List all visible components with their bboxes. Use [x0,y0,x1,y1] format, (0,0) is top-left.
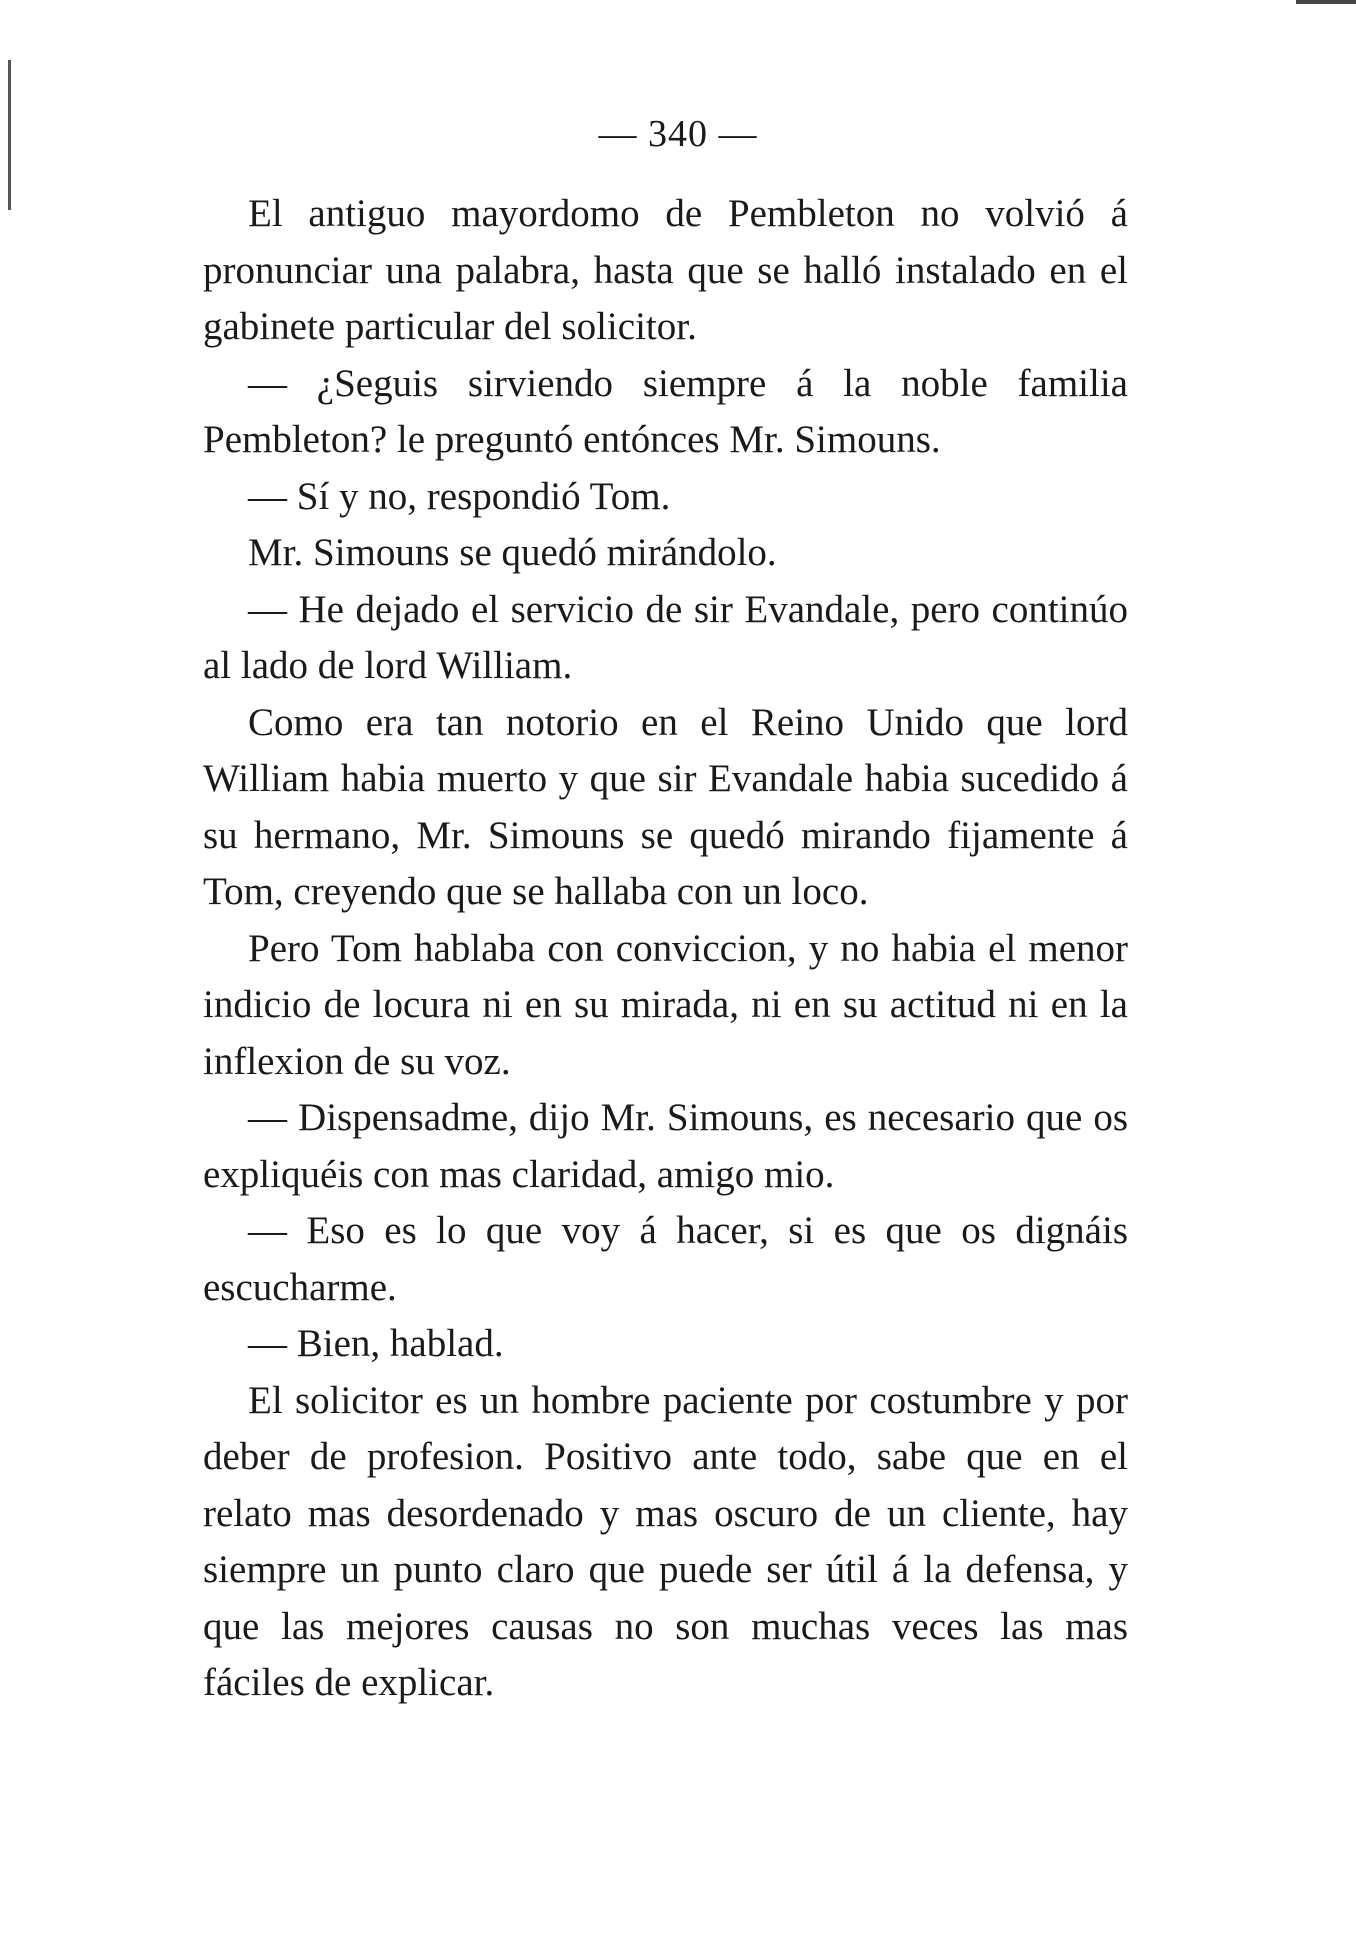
paragraph: — Dispensadme, dijo Mr. Simouns, es necesario que os expliquéis con mas claridad, amigo mio. [203,1096,1128,1196]
paragraph: — He dejado el servicio de sir Evandale, pero continúo al lado de lord William. [203,587,1128,687]
paragraph: El solicitor es un hombre paciente por costumbre y por deber de profesion. Positivo ante todo, sabe que en el relato mas desordenado y mas oscuro de un cliente, hay siempre un punto claro que puede ser útil á la defensa, y que las mejores causas no son muchas veces las mas fáciles de explicar. [203,1378,1128,1704]
paragraph: — ¿Seguis sirviendo siempre á la noble familia Pembleton? le preguntó entónces Mr. Simouns. [203,361,1128,461]
paragraph: El antiguo mayordomo de Pembleton no volvió á pronunciar una palabra, hasta que se halló instalado en el gabinete particular del solicitor. [203,192,1128,348]
body-text [203,186,1128,1712]
paragraph: — Sí y no, respondió Tom. [248,474,671,518]
paragraph: Mr. Simouns se quedó mirándolo. [248,531,777,574]
paragraph: Pero Tom hablaba con conviccion, y no habia el menor indicio de locura ni en su mirada, ni en su actitud ni en la inflexion de su voz. [203,926,1128,1083]
paragraph: — Eso es lo que voy á hacer, si es que os dignáis escucharme. [203,1209,1128,1309]
scan-edge-mark [1296,0,1356,4]
paragraph: — Bien, hablad. [248,1322,504,1365]
paragraph: Como era tan notorio en el Reino Unido que lord William habia muerto y que sir Evandale habia sucedido á su hermano, Mr. Simouns se quedó mirando fijamente á Tom, creyendo que se hallaba con un loco. [203,700,1128,913]
page-number: — 340 — [598,113,758,155]
